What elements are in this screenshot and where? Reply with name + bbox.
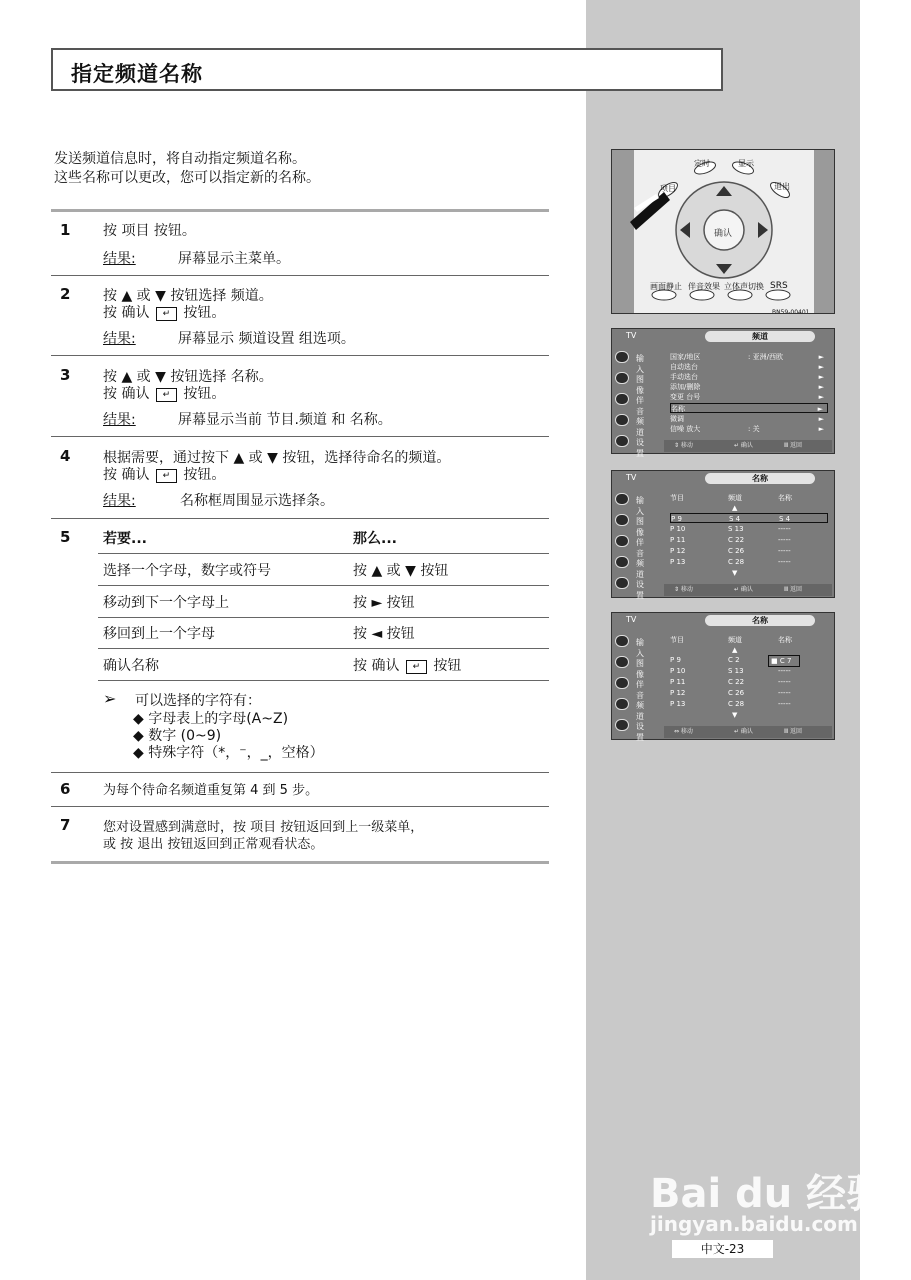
channel-row: P 13 C 28 ----- xyxy=(670,700,791,708)
down-arrow-icon: ▼ xyxy=(732,569,738,577)
input-icon xyxy=(615,493,629,505)
step-7-line-1: 您对设置感到满意时，按 项目 按钮返回到上一级菜单， xyxy=(103,820,424,835)
channel-row: P 10 S 13 ----- xyxy=(670,525,791,533)
menu-item-selected: 名称 ► xyxy=(670,403,828,413)
step-1-number: 1 xyxy=(60,221,71,239)
side-menu-picture: 图 像 xyxy=(614,370,662,388)
step-6-number: 6 xyxy=(60,780,71,798)
channel-row-selected: P 9 S 4 S 4 xyxy=(670,513,828,523)
screen-footer: ⇕ 移动 ↵ 确认 Ⅲ 返回 xyxy=(664,440,832,452)
step-7-line-2: 或 按 退出 按钮返回到正常观看状态。 xyxy=(103,837,324,852)
channel-icon xyxy=(615,556,629,568)
menu-item: 微调 ► xyxy=(670,415,824,423)
channel-row: P 11 C 22 ----- xyxy=(670,536,791,544)
note-item-3: ◆ 特殊字符（*，⁻，_，空格） xyxy=(133,745,324,761)
remote-srs-label: SRS xyxy=(770,281,788,291)
divider xyxy=(51,209,549,212)
divider xyxy=(98,553,549,554)
step-6-instruction: 为每个待命名频道重复第 4 到 5 步。 xyxy=(103,783,319,798)
side-menu-picture: 图 像 xyxy=(614,654,662,672)
enter-key-icon: ↵ xyxy=(156,307,177,321)
divider xyxy=(51,436,549,437)
table-row-4-action: 确认名称 xyxy=(103,658,159,674)
table-row-4-key: 按 确认 ↵ 按钮 xyxy=(353,658,462,674)
side-menu-sound: 伴 音 xyxy=(614,391,662,409)
remote-freeze-label: 画面静止 xyxy=(650,282,682,291)
remote-control-image xyxy=(611,149,835,314)
sound-icon xyxy=(615,393,629,405)
column-headers: 节目 频道 名称 xyxy=(670,494,792,502)
page-number: 中文-23 xyxy=(672,1240,773,1258)
table-row-1-action: 选择一个字母，数字或符号 xyxy=(103,563,271,579)
step-1-instruction: 按 项目 按钮。 xyxy=(103,223,196,239)
note-arrow-icon: ➢ xyxy=(103,689,117,708)
tv-label: TV xyxy=(626,615,637,624)
input-icon xyxy=(615,351,629,363)
step-7-number: 7 xyxy=(60,816,71,834)
side-menu-channel: 频 道 xyxy=(614,412,662,430)
note-item-2: ◆ 数字 (0~9) xyxy=(133,728,222,744)
setup-icon xyxy=(615,719,629,731)
remote-model: BN59-00401 xyxy=(772,309,810,314)
screen-footer: ⇔ 移动 ↵ 确认 Ⅲ 返回 xyxy=(664,726,832,738)
menu-item: 手动选台 ► xyxy=(670,373,824,381)
divider xyxy=(51,772,549,773)
tv-menu-name-edit xyxy=(611,612,835,740)
divider xyxy=(98,585,549,586)
step-1-result: 屏幕显示主菜单。 xyxy=(178,251,290,267)
side-menu-input: 输 入 xyxy=(614,491,662,509)
step-4-result-label: 结果: xyxy=(103,493,136,509)
side-menu-sound: 伴 音 xyxy=(614,533,662,551)
screen-header xyxy=(612,329,834,344)
table-header-then: 那么... xyxy=(353,531,397,547)
tv-menu-channel xyxy=(611,328,835,458)
divider xyxy=(98,648,549,649)
side-menu-setup: 设 置 xyxy=(614,433,662,451)
menu-item: 信噪 放大 : 关 ► xyxy=(670,425,824,433)
note-item-1: ◆ 字母表上的字母(A~Z) xyxy=(133,711,289,727)
side-menu-picture: 图 像 xyxy=(614,512,662,530)
intro-line-1: 发送频道信息时，将自动指定频道名称。 xyxy=(54,151,306,167)
menu-item: 变更 台号 ► xyxy=(670,393,824,401)
page-title-box xyxy=(51,48,723,91)
step-2-result: 屏幕显示 频道设置 组选项。 xyxy=(178,331,355,347)
screen-footer: ⇕ 移动 ↵ 确认 Ⅲ 返回 xyxy=(664,584,832,596)
step-2-instruction: 按 ▲ 或 ▼ 按钮选择 频道。 xyxy=(103,288,273,304)
side-menu-setup: 设 置 xyxy=(614,717,662,735)
enter-key-icon: ↵ xyxy=(156,469,177,483)
step-4-confirm-line: 按 确认 ↵ 按钮。 xyxy=(103,467,226,483)
step-3-confirm-line: 按 确认 ↵ 按钮。 xyxy=(103,386,226,402)
setup-icon xyxy=(615,435,629,447)
divider xyxy=(98,680,549,681)
channel-row: P 13 C 28 ----- xyxy=(670,558,791,566)
divider xyxy=(51,861,549,864)
column-headers: 节目 频道 名称 xyxy=(670,636,792,644)
up-arrow-icon: ▲ xyxy=(732,646,738,654)
picture-icon xyxy=(615,514,629,526)
remote-exit-label: 退出 xyxy=(774,182,790,191)
screen-header xyxy=(612,471,834,486)
channel-row: P 12 C 26 ----- xyxy=(670,689,791,697)
side-menu-channel: 频 道 xyxy=(614,696,662,714)
divider xyxy=(51,355,549,356)
step-3-result-label: 结果: xyxy=(103,412,136,428)
enter-key-icon: ↵ xyxy=(406,660,427,674)
menu-title: 名称 xyxy=(705,473,815,484)
intro-text xyxy=(54,150,320,188)
side-menu-setup: 设 置 xyxy=(614,575,662,593)
channel-row: P 11 C 22 ----- xyxy=(670,678,791,686)
table-row-1-key: 按 ▲ 或 ▼ 按钮 xyxy=(353,563,449,579)
remote-timer-label: 定时 xyxy=(694,159,710,168)
step-3-result: 屏幕显示当前 节目.频道 和 名称。 xyxy=(178,412,392,428)
table-row-2-key: 按 ► 按钮 xyxy=(353,595,415,611)
tv-menu-name-list xyxy=(611,470,835,598)
side-menu-input: 输 入 xyxy=(614,633,662,651)
step-5-number: 5 xyxy=(60,528,71,546)
watermark-brand: Bai du 经验 xyxy=(650,1171,887,1217)
remote-display-label: 显示 xyxy=(738,159,754,168)
step-2-result-label: 结果: xyxy=(103,331,136,347)
step-4-instruction: 根据需要，通过按下 ▲ 或 ▼ 按钮，选择待命名的频道。 xyxy=(103,450,451,466)
menu-item: 自动选台 ► xyxy=(670,363,824,371)
table-header-if: 若要... xyxy=(103,531,147,547)
down-arrow-icon: ▼ xyxy=(732,711,738,719)
step-1-result-label: 结果: xyxy=(103,251,136,267)
table-row-3-action: 移回到上一个字母 xyxy=(103,626,215,642)
step-2-number: 2 xyxy=(60,285,71,303)
menu-title: 频道 xyxy=(705,331,815,342)
remote-stereo-label: 立体声切换 xyxy=(724,282,764,291)
setup-icon xyxy=(615,577,629,589)
side-menu-sound: 伴 音 xyxy=(614,675,662,693)
enter-key-icon: ↵ xyxy=(156,388,177,402)
step-2-confirm-line: 按 确认 ↵ 按钮。 xyxy=(103,305,226,321)
table-row-3-key: 按 ◄ 按钮 xyxy=(353,626,415,642)
divider xyxy=(98,617,549,618)
note-intro: 可以选择的字符有： xyxy=(135,693,261,709)
sound-icon xyxy=(615,677,629,689)
divider xyxy=(51,806,549,807)
picture-icon xyxy=(615,372,629,384)
menu-item: 国家/地区 : 亚洲/西欧 ► xyxy=(670,353,824,361)
watermark-url: jingyan.baidu.com xyxy=(650,1212,858,1236)
divider xyxy=(51,275,549,276)
channel-icon xyxy=(615,698,629,710)
sound-icon xyxy=(615,535,629,547)
menu-item: 添加/删除 ► xyxy=(670,383,824,391)
screen-header xyxy=(612,613,834,628)
tv-label: TV xyxy=(626,473,637,482)
remote-menu-label: 项目 xyxy=(660,184,676,193)
step-4-result: 名称框周围显示选择条。 xyxy=(180,493,334,509)
side-menu-channel: 频 道 xyxy=(614,554,662,572)
remote-ok-label: 确认 xyxy=(714,229,733,239)
menu-title: 名称 xyxy=(705,615,815,626)
intro-line-2: 这些名称可以更改，您可以指定新的名称。 xyxy=(54,170,320,186)
side-menu-input: 输 入 xyxy=(614,349,662,367)
step-4-number: 4 xyxy=(60,447,71,465)
page-title: 指定频道名称 xyxy=(71,62,203,86)
channel-row: P 10 S 13 ----- xyxy=(670,667,791,675)
step-3-number: 3 xyxy=(60,366,71,384)
channel-row-editing: P 9 C 2 ■ C 7 xyxy=(670,655,828,665)
remote-sound-effect-label: 伴音效果 xyxy=(688,282,720,291)
table-row-2-action: 移动到下一个字母上 xyxy=(103,595,229,611)
divider xyxy=(51,518,549,519)
step-3-instruction: 按 ▲ 或 ▼ 按钮选择 名称。 xyxy=(103,369,273,385)
input-icon xyxy=(615,635,629,647)
picture-icon xyxy=(615,656,629,668)
channel-icon xyxy=(615,414,629,426)
tv-label: TV xyxy=(626,331,637,340)
channel-row: P 12 C 26 ----- xyxy=(670,547,791,555)
up-arrow-icon: ▲ xyxy=(732,504,738,512)
